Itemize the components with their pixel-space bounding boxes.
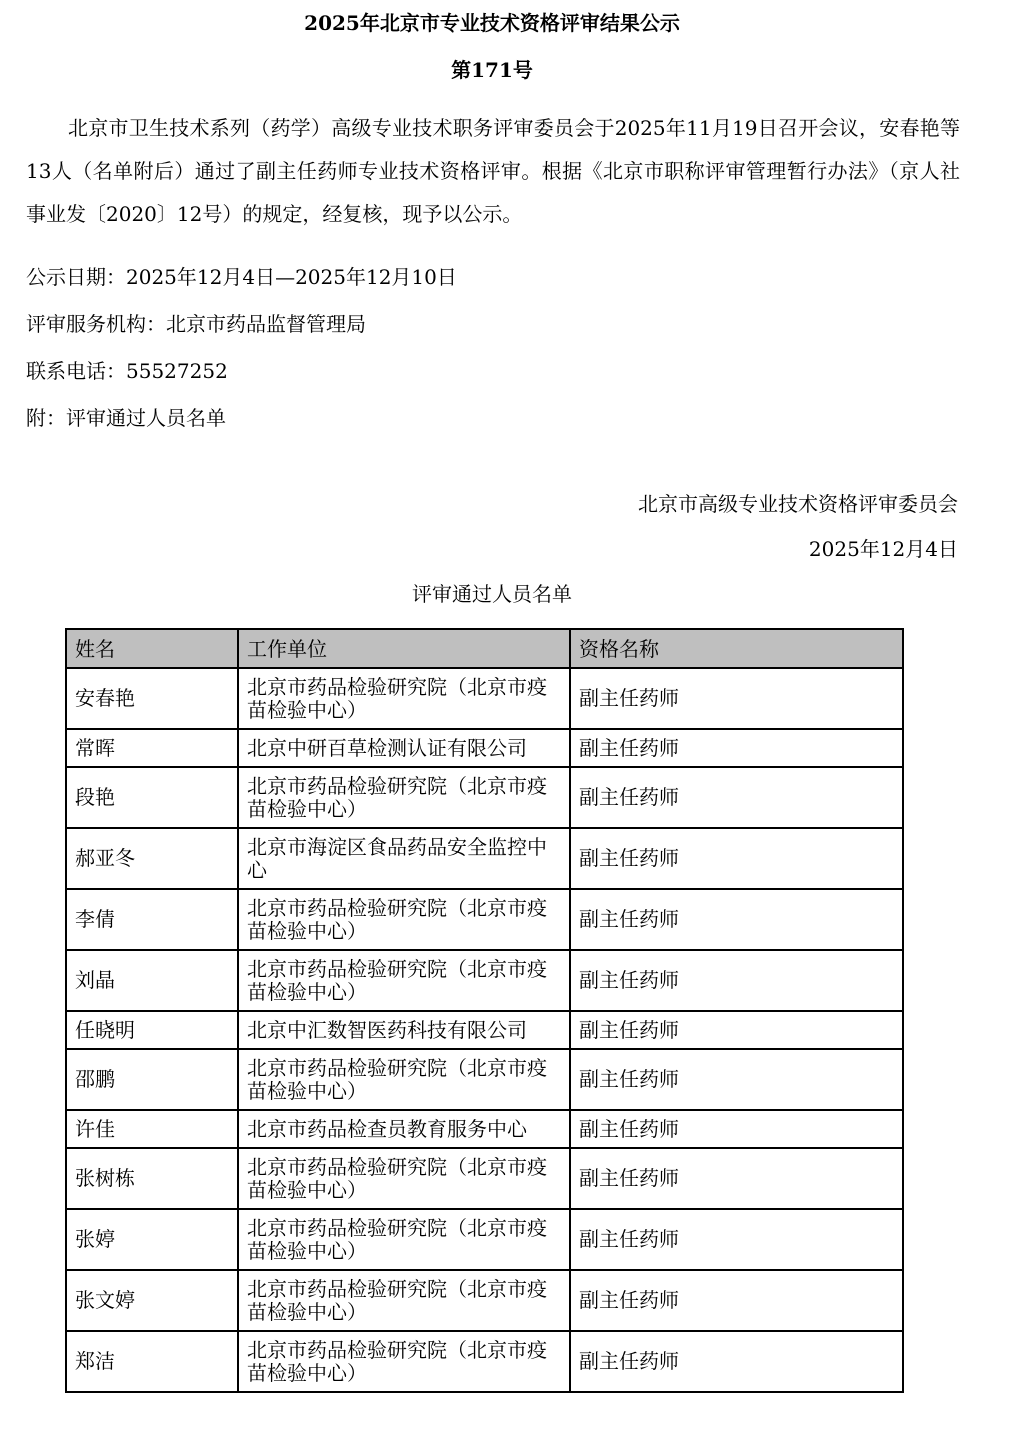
contact-phone: 联系电话：55527252 <box>26 359 228 383</box>
cell-unit: 北京市药品检验研究院（北京市疫苗检验中心） <box>238 1209 570 1270</box>
cell-unit: 北京市药品检验研究院（北京市疫苗检验中心） <box>238 767 570 828</box>
cell-unit: 北京市药品检验研究院（北京市疫苗检验中心） <box>238 668 570 729</box>
review-agency: 评审服务机构：北京市药品监督管理局 <box>26 312 366 336</box>
cell-qualification: 副主任药师 <box>570 1110 903 1148</box>
cell-qualification: 副主任药师 <box>570 889 903 950</box>
cell-name: 段艳 <box>66 767 238 828</box>
cell-unit: 北京市药品检验研究院（北京市疫苗检验中心） <box>238 1331 570 1392</box>
cell-qualification: 副主任药师 <box>570 1049 903 1110</box>
table-row <box>66 729 903 767</box>
table-header-row <box>66 629 903 668</box>
cell-unit: 北京市药品检验研究院（北京市疫苗检验中心） <box>238 889 570 950</box>
cell-name: 张文婷 <box>66 1270 238 1331</box>
cell-name: 张婷 <box>66 1209 238 1270</box>
table-row <box>66 1209 903 1270</box>
cell-qualification: 副主任药师 <box>570 828 903 889</box>
cell-name: 邵鹏 <box>66 1049 238 1110</box>
table-row <box>66 767 903 828</box>
cell-unit: 北京市药品检验研究院（北京市疫苗检验中心） <box>238 1148 570 1209</box>
column-header-name: 姓名 <box>66 629 238 668</box>
table-row <box>66 1049 903 1110</box>
announcement-paragraph: 北京市卫生技术系列（药学）高级专业技术职务评审委员会于2025年11月19日召开会议，安春艳等13人（名单附后）通过了副主任药师专业技术资格评审。根据《北京市职称评审管理暂行办法》（京人社事业发〔2020〕12号）的规定，经复核，现予以公示。 <box>26 116 960 226</box>
cell-qualification: 副主任药师 <box>570 1270 903 1331</box>
cell-name: 郝亚冬 <box>66 828 238 889</box>
signature-date: 2025年12月4日 <box>808 537 958 561</box>
cell-name: 张树栋 <box>66 1148 238 1209</box>
table-row <box>66 1270 903 1331</box>
cell-qualification: 副主任药师 <box>570 950 903 1011</box>
table-row <box>66 1011 903 1049</box>
approved-personnel-table <box>65 628 904 1393</box>
cell-unit: 北京中汇数智医药科技有限公司 <box>238 1011 570 1049</box>
cell-unit: 北京市药品检验研究院（北京市疫苗检验中心） <box>238 1270 570 1331</box>
cell-unit: 北京市海淀区食品药品安全监控中心 <box>238 828 570 889</box>
table-row <box>66 1110 903 1148</box>
table-row <box>66 950 903 1011</box>
cell-qualification: 副主任药师 <box>570 729 903 767</box>
cell-qualification: 副主任药师 <box>570 1331 903 1392</box>
cell-unit: 北京市药品检查员教育服务中心 <box>238 1110 570 1148</box>
column-header-unit: 工作单位 <box>238 629 570 668</box>
attachment-note: 附：评审通过人员名单 <box>26 406 226 430</box>
document-number: 第171号 <box>451 58 533 82</box>
cell-name: 常晖 <box>66 729 238 767</box>
cell-name: 李倩 <box>66 889 238 950</box>
cell-qualification: 副主任药师 <box>570 1011 903 1049</box>
cell-name: 郑洁 <box>66 1331 238 1392</box>
cell-qualification: 副主任药师 <box>570 1148 903 1209</box>
cell-qualification: 副主任药师 <box>570 1209 903 1270</box>
page-title: 2025年北京市专业技术资格评审结果公示 <box>304 11 680 35</box>
cell-unit: 北京市药品检验研究院（北京市疫苗检验中心） <box>238 1049 570 1110</box>
table-row <box>66 828 903 889</box>
cell-name: 刘晶 <box>66 950 238 1011</box>
cell-name: 安春艳 <box>66 668 238 729</box>
table-row <box>66 668 903 729</box>
cell-qualification: 副主任药师 <box>570 668 903 729</box>
cell-name: 任晓明 <box>66 1011 238 1049</box>
cell-unit: 北京市药品检验研究院（北京市疫苗检验中心） <box>238 950 570 1011</box>
column-header-qualification: 资格名称 <box>570 629 903 668</box>
announcement-date: 公示日期：2025年12月4日—2025年12月10日 <box>26 265 457 289</box>
cell-name: 许佳 <box>66 1110 238 1148</box>
signature-org: 北京市高级专业技术资格评审委员会 <box>638 492 958 516</box>
table-row <box>66 1148 903 1209</box>
table-row <box>66 1331 903 1392</box>
cell-qualification: 副主任药师 <box>570 767 903 828</box>
table-row <box>66 889 903 950</box>
list-title: 评审通过人员名单 <box>412 582 572 606</box>
cell-unit: 北京中研百草检测认证有限公司 <box>238 729 570 767</box>
